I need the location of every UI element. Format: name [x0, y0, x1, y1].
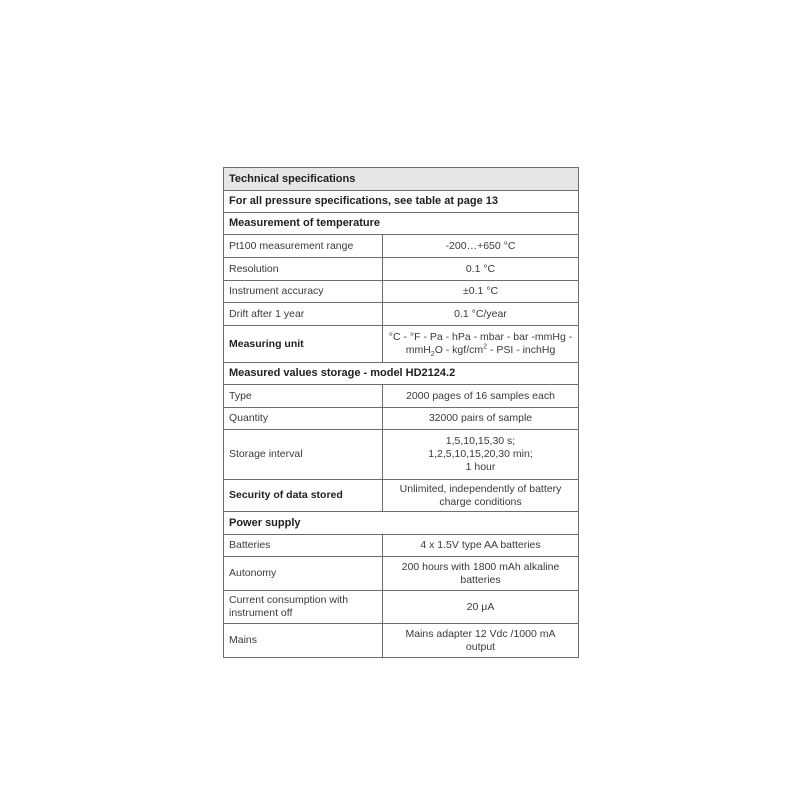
consumption-label-line-1: Current consumption with	[229, 594, 349, 606]
resolution-value: 0.1 °C	[383, 258, 579, 281]
pt100-label: Pt100 measurement range	[224, 235, 383, 258]
table-row	[224, 535, 579, 557]
pressure-note: For all pressure specifications, see table at page 13	[224, 191, 579, 213]
autonomy-line-1: 200 hours with 1800 mAh alkaline	[401, 560, 560, 573]
table-row	[224, 191, 579, 213]
security-line-1: Unlimited, independently of battery	[399, 482, 562, 495]
quantity-value: 32000 pairs of sample	[383, 408, 579, 430]
accuracy-label: Instrument accuracy	[224, 281, 383, 303]
section-storage: Measured values storage - model HD2124.2	[224, 363, 579, 385]
unit-mmh: mmH	[405, 344, 431, 356]
table-title: Technical specifications	[224, 168, 579, 191]
pt100-value: -200…+650 °C	[383, 235, 579, 258]
storage-interval-line-2: 1,2,5,10,15,20,30 min;	[428, 448, 533, 460]
table-row	[224, 480, 579, 512]
quantity-label: Quantity	[224, 408, 383, 430]
section-row	[224, 512, 579, 535]
unit-psi: - PSI - inchHg	[487, 344, 556, 356]
mains-label: Mains	[224, 624, 383, 658]
measuring-unit-label: Measuring unit	[224, 326, 383, 363]
consumption-label-line-2: instrument off	[229, 607, 293, 619]
autonomy-line-2: batteries	[460, 573, 501, 586]
section-temperature: Measurement of temperature	[224, 213, 579, 235]
table-row	[224, 385, 579, 408]
type-value: 2000 pages of 16 samples each	[383, 385, 579, 408]
section-row	[224, 363, 579, 385]
consumption-label	[224, 591, 383, 624]
section-row	[224, 213, 579, 235]
table-row	[224, 557, 579, 591]
drift-label: Drift after 1 year	[224, 303, 383, 326]
storage-interval-line-3: 1 hour	[465, 461, 496, 473]
drift-value: 0.1 °C/year	[383, 303, 579, 326]
measuring-unit-value	[383, 326, 579, 363]
table-row	[224, 258, 579, 281]
storage-interval-value	[383, 430, 579, 480]
accuracy-value: ±0.1 °C	[383, 281, 579, 303]
measuring-unit-line-1: °C - °F - Pa - hPa - mbar - bar -mmHg -	[388, 331, 573, 343]
autonomy-value	[383, 557, 579, 591]
autonomy-label: Autonomy	[224, 557, 383, 591]
unit-superscript: 2	[483, 343, 488, 351]
mains-line-2: output	[465, 640, 496, 653]
security-label: Security of data stored	[224, 480, 383, 512]
type-label: Type	[224, 385, 383, 408]
storage-interval-label: Storage interval	[224, 430, 383, 480]
mains-value	[383, 624, 579, 658]
table-row	[224, 303, 579, 326]
table-row	[224, 430, 579, 480]
consumption-value: 20 μA	[383, 591, 579, 624]
unit-subscript: 2	[430, 351, 435, 359]
table-header-row	[224, 168, 579, 191]
table-row	[224, 408, 579, 430]
security-line-2: charge conditions	[439, 495, 522, 508]
security-value	[383, 480, 579, 512]
table-row	[224, 326, 579, 363]
batteries-label: Batteries	[224, 535, 383, 557]
technical-specifications-table	[223, 167, 579, 658]
table-row	[224, 624, 579, 658]
mains-line-1: Mains adapter 12 Vdc /1000 mA	[405, 627, 556, 640]
measuring-unit-line-2	[388, 344, 573, 357]
unit-kgf: O - kgf/cm	[434, 344, 484, 356]
section-power: Power supply	[224, 512, 579, 535]
table-row	[224, 235, 579, 258]
table-row	[224, 281, 579, 303]
storage-interval-line-1: 1,5,10,15,30 s;	[445, 435, 516, 447]
batteries-value: 4 x 1.5V type AA batteries	[383, 535, 579, 557]
resolution-label: Resolution	[224, 258, 383, 281]
table-row	[224, 591, 579, 624]
